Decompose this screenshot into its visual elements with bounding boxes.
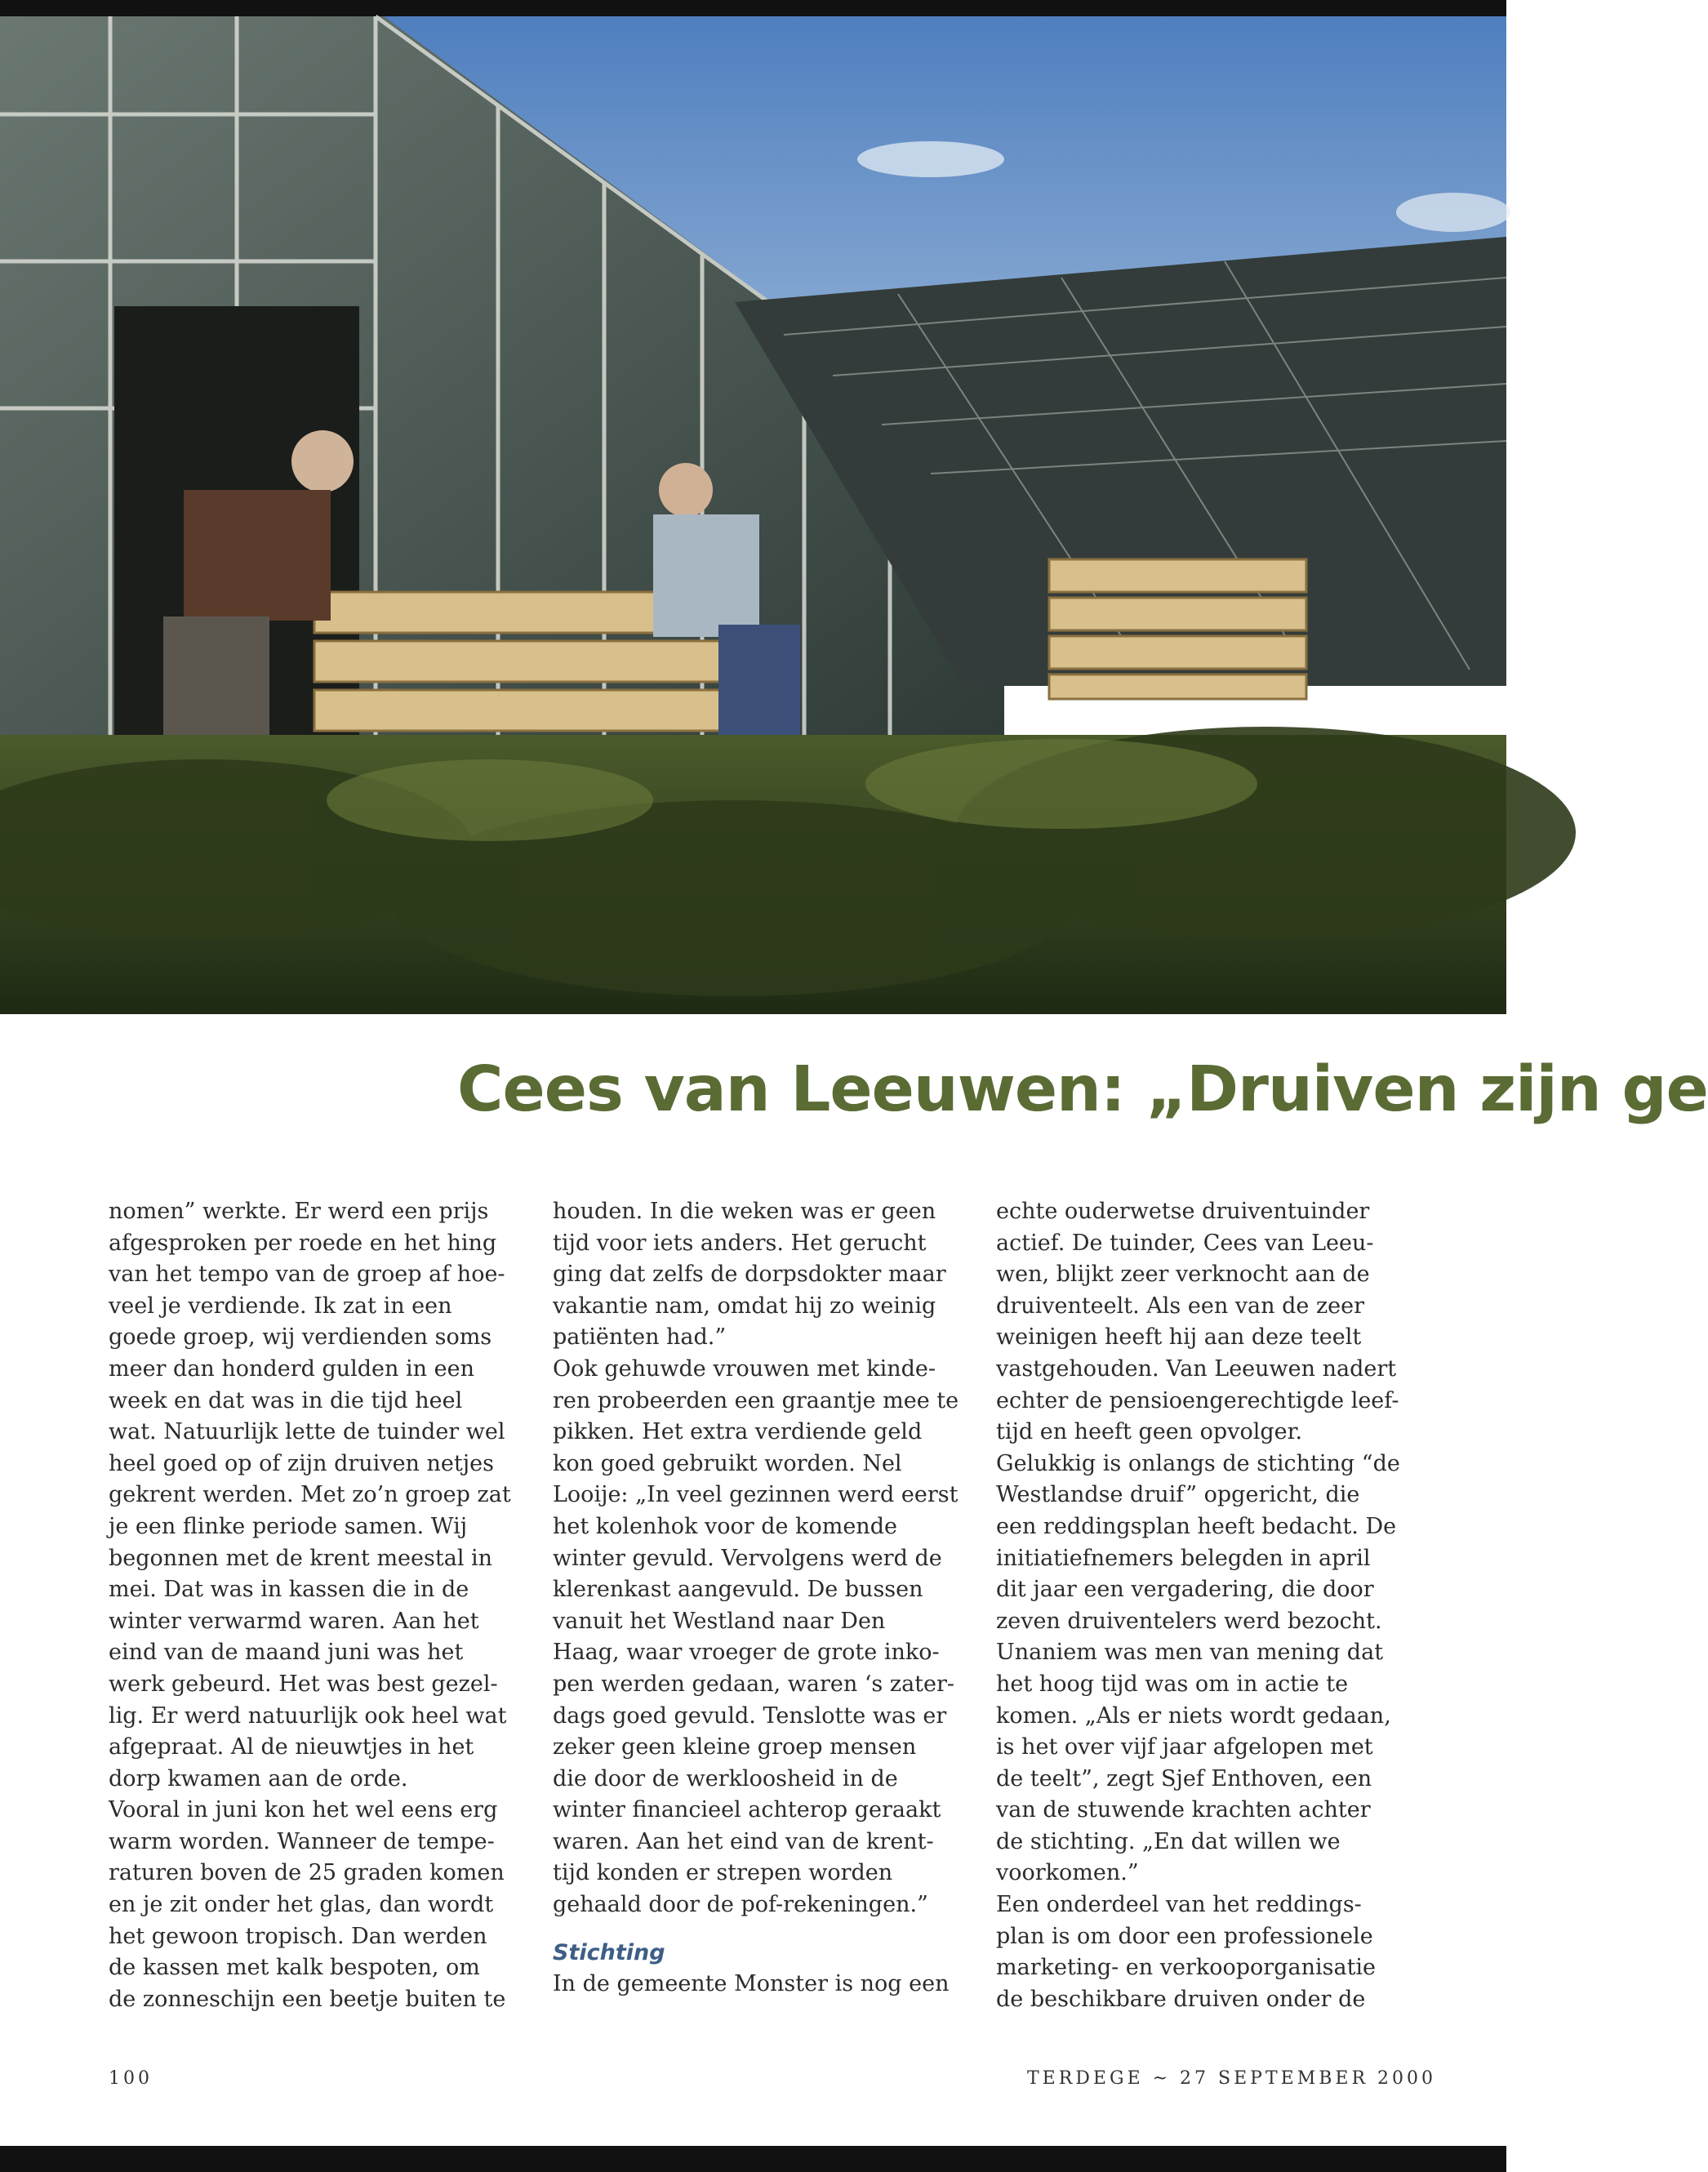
text-line: vastgehouden. Van Leeuwen nadert — [996, 1355, 1397, 1382]
text-line: dit jaar een vergadering, die door — [996, 1577, 1374, 1603]
text-line: afgesproken per roede en het hing — [109, 1230, 497, 1256]
text-line: afgepraat. Al de nieuwtjes in het — [109, 1734, 474, 1760]
text-line: lig. Er werd natuurlijk ook heel wat — [109, 1702, 507, 1729]
text-line: initiatiefnemers belegden in april — [996, 1545, 1371, 1571]
text-line: winter financieel achterop geraakt — [553, 1797, 941, 1823]
text-line: komen. „Als er niets wordt gedaan, — [996, 1702, 1391, 1729]
text-line: ging dat zelfs de dorpsdokter maar — [553, 1262, 946, 1288]
column-1 — [109, 1196, 541, 2015]
text-line: vanuit het Westland naar Den — [553, 1608, 886, 1634]
column-2 — [553, 1196, 985, 2001]
article-photo — [0, 16, 1506, 1014]
text-line: begonnen met de krent meestal in — [109, 1545, 493, 1571]
text-line: dorp kwamen aan de orde. — [109, 1765, 408, 1791]
text-line: week en dat was in die tijd heel — [109, 1387, 463, 1413]
text-line: ren probeerden een graantje mee te — [553, 1387, 959, 1413]
text-line: winter gevuld. Vervolgens werd de — [553, 1545, 942, 1571]
top-rule — [0, 0, 1506, 16]
text-line: heel goed op of zijn druiven netjes — [109, 1450, 494, 1476]
text-line: klerenkast aangevuld. De bussen — [553, 1577, 923, 1603]
text-line: de kassen met kalk bespoten, om — [109, 1955, 480, 1981]
text-line: gehaald door de pof-rekeningen.” — [553, 1892, 928, 1918]
text-line: Unaniem was men van mening dat — [996, 1640, 1384, 1666]
article-headline: Cees van Leeuwen: „Druiven zijn ge — [457, 1053, 1708, 1126]
text-line: pikken. Het extra verdiende geld — [553, 1419, 923, 1445]
text-line: waren. Aan het eind van de krent- — [553, 1828, 934, 1854]
text-line: die door de werkloosheid in de — [553, 1765, 898, 1791]
text-line: het kolenhok voor de komende — [553, 1513, 897, 1539]
text-line: patiënten had.” — [553, 1324, 727, 1351]
text-line: en je zit onder het glas, dan wordt — [109, 1892, 494, 1918]
text-line: werk gebeurd. Het was best gezel- — [109, 1671, 498, 1697]
text-line: wen, blijkt zeer verknocht aan de — [996, 1262, 1370, 1288]
text-line: druiventeelt. Als een van de zeer — [996, 1293, 1365, 1319]
text-line: mei. Dat was in kassen die in de — [109, 1577, 469, 1603]
greenhouse-photo-illustration — [0, 16, 1506, 1014]
column-3 — [996, 1196, 1429, 2015]
text-line: marketing- en verkooporganisatie — [996, 1955, 1377, 1981]
text-line: tijd en heeft geen opvolger. — [996, 1419, 1303, 1445]
text-line: Gelukkig is onlangs de stichting “de — [996, 1450, 1400, 1476]
text-line: Vooral in juni kon het wel eens erg — [109, 1797, 498, 1823]
text-line: het hoog tijd was om in actie te — [996, 1671, 1349, 1697]
text-line: warm worden. Wanneer de tempe- — [109, 1828, 495, 1854]
text-line: je een flinke periode samen. Wij — [109, 1513, 468, 1539]
text-line: eind van de maand juni was het — [109, 1640, 464, 1666]
text-line: nomen” werkte. Er werd een prijs — [109, 1199, 489, 1224]
text-line: echte ouderwetse druiventuinder — [996, 1199, 1370, 1224]
text-line: houden. In die weken was er geen — [553, 1199, 936, 1224]
page-number: 100 — [109, 2068, 153, 2089]
text-line: Haag, waar vroeger de grote inko- — [553, 1640, 940, 1666]
text-line: dags goed gevuld. Tenslotte was er — [553, 1702, 947, 1729]
text-line: tijd konden er strepen worden — [553, 1860, 893, 1886]
text-line: zeven druiventelers werd bezocht. — [996, 1608, 1382, 1634]
text-line: het gewoon tropisch. Dan werden — [109, 1923, 487, 1949]
text-line: is het over vijf jaar afgelopen met — [996, 1734, 1373, 1760]
text-line: Westlandse druif” opgericht, die — [996, 1482, 1360, 1508]
text-line: pen werden gedaan, waren ‘s zater- — [553, 1671, 955, 1697]
text-line: voorkomen.” — [996, 1860, 1139, 1886]
text-line: zeker geen kleine groep mensen — [553, 1734, 917, 1760]
text-line: echter de pensioengerechtigde leef- — [996, 1387, 1399, 1413]
text-line: vakantie nam, omdat hij zo weinig — [553, 1293, 936, 1319]
section-subheading: Stichting — [553, 1939, 665, 1965]
text-line: Een onderdeel van het reddings- — [996, 1892, 1362, 1918]
text-line: meer dan honderd gulden in een — [109, 1355, 474, 1382]
text-line: Ook gehuwde vrouwen met kinde- — [553, 1355, 936, 1382]
text-line: Looije: „In veel gezinnen werd eerst — [553, 1482, 959, 1508]
text-line: winter verwarmd waren. Aan het — [109, 1608, 479, 1634]
text-line: wat. Natuurlijk lette de tuinder wel — [109, 1419, 505, 1445]
text-line: raturen boven de 25 graden komen — [109, 1860, 505, 1886]
text-line: actief. De tuinder, Cees van Leeu- — [996, 1230, 1374, 1256]
text-line: weinigen heeft hij aan deze teelt — [996, 1324, 1362, 1351]
text-line: In de gemeente Monster is nog een — [553, 1971, 950, 1997]
running-footer: TERDEGE ~ 27 SEPTEMBER 2000 — [1027, 2068, 1437, 2089]
text-line: een reddingsplan heeft bedacht. De — [996, 1513, 1397, 1539]
bottom-rule — [0, 2146, 1506, 2172]
text-line: de beschikbare druiven onder de — [996, 1986, 1366, 2012]
text-line: kon goed gebruikt worden. Nel — [553, 1450, 902, 1476]
text-line: de stichting. „En dat willen we — [996, 1828, 1341, 1854]
text-line: goede groep, wij verdienden soms — [109, 1324, 492, 1351]
text-line: veel je verdiende. Ik zat in een — [109, 1293, 452, 1319]
text-line: plan is om door een professionele — [996, 1923, 1373, 1949]
text-line: van de stuwende krachten achter — [996, 1797, 1371, 1823]
text-line: de teelt”, zegt Sjef Enthoven, een — [996, 1765, 1372, 1791]
text-line: tijd voor iets anders. Het gerucht — [553, 1230, 927, 1256]
text-line: de zonneschijn een beetje buiten te — [109, 1986, 506, 2012]
text-line: van het tempo van de groep af hoe- — [109, 1262, 505, 1288]
text-line: gekrent werden. Met zo’n groep zat — [109, 1482, 511, 1508]
